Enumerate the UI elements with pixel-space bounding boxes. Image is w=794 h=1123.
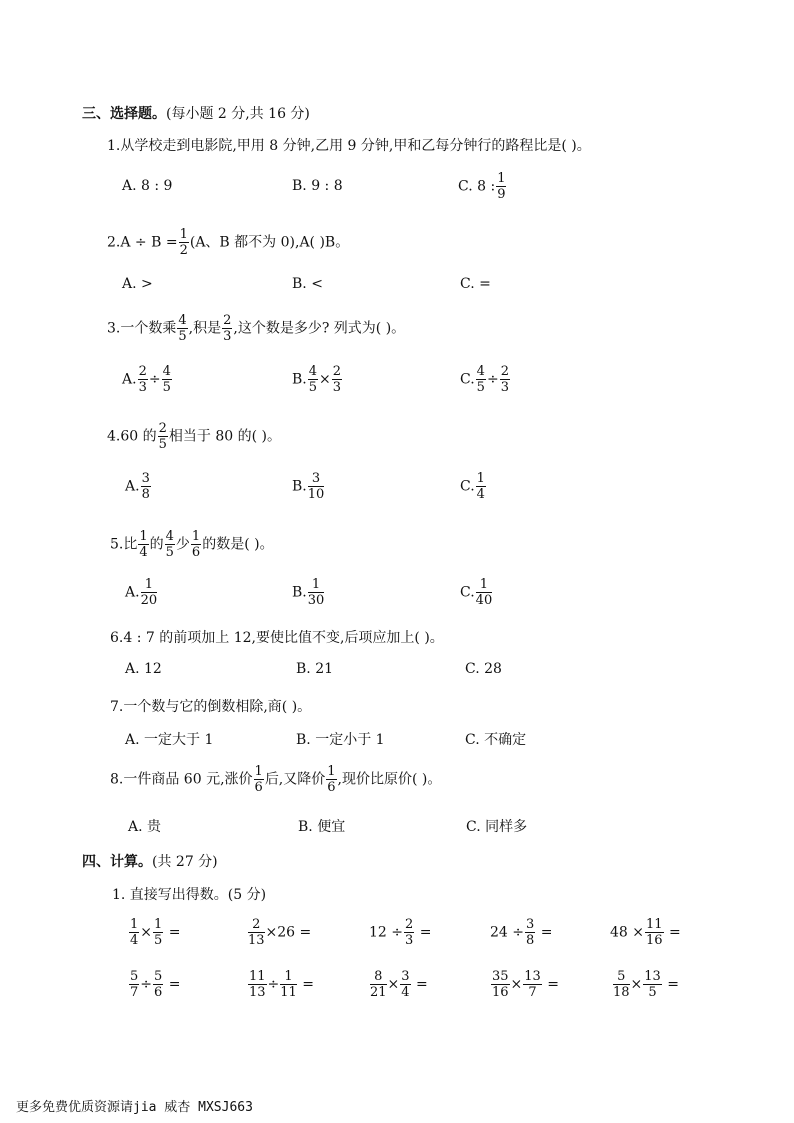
calc-item: [612, 970, 679, 999]
text-part: 少: [175, 536, 190, 553]
option-label: B.: [292, 478, 307, 495]
q1-option-b[interactable]: B. 9 : 8: [292, 178, 343, 194]
operator: ÷: [486, 371, 499, 388]
fraction: $\frac{1}{40}$: [475, 577, 493, 608]
text-part: ,现价比原价( )。: [337, 771, 442, 788]
question-text: 一个数与它的倒数相除,商( )。: [123, 699, 312, 715]
calc-item: [369, 970, 428, 999]
calc-item: [247, 970, 314, 999]
q4-option-c[interactable]: [460, 472, 487, 501]
text-part: 的数是( )。: [202, 536, 274, 553]
fraction: $\frac{2}{3}$: [223, 313, 232, 344]
option-label: A.: [125, 478, 140, 495]
operator: ×: [630, 976, 643, 993]
section-4-note: (共 27 分): [152, 854, 218, 870]
question-6: [110, 627, 444, 647]
fraction: $\frac{1}{6}$: [254, 764, 263, 795]
question-8: [110, 765, 441, 794]
equals-sign: =: [168, 924, 181, 941]
q6-option-c[interactable]: C. 28: [465, 661, 502, 677]
calc-item: [247, 918, 311, 947]
option-label: B.: [292, 371, 307, 388]
fraction: $\frac{11}{13}$: [249, 969, 266, 1000]
equals-sign: =: [302, 976, 315, 993]
option-label: C.: [460, 584, 475, 601]
question-number: 2.: [107, 234, 121, 251]
question-number: 1.: [107, 138, 121, 154]
question-1: [107, 135, 591, 155]
question-7: [110, 696, 311, 716]
section-3-note: (每小题 2 分,共 16 分): [166, 106, 310, 122]
operator: ×: [140, 924, 153, 941]
text-part: 比: [123, 536, 138, 553]
fraction: $\frac{2}{13}$: [248, 917, 265, 948]
fraction: $\frac{2}{3}$: [500, 364, 509, 395]
q8-option-b[interactable]: B. 便宜: [298, 819, 346, 835]
fraction: $\frac{1}{9}$: [497, 171, 506, 202]
expression-part: 48 ×: [610, 924, 644, 941]
fraction: $\frac{2}{3}$: [332, 364, 342, 395]
calc-item: [128, 918, 180, 947]
fraction: $\frac{1}{30}$: [307, 577, 325, 608]
q8-option-a[interactable]: A. 贵: [128, 819, 162, 835]
text-part: 60 的: [120, 428, 157, 445]
equals-sign: =: [547, 976, 560, 993]
fraction: $\frac{1}{6}$: [191, 529, 201, 560]
question-text: 4 : 7 的前项加上 12,要使比值不变,后项应加上( )。: [123, 630, 444, 646]
question-4: [107, 422, 281, 451]
footer-watermark-text: 更多免费优质资源请jia 威杏 MXSJ663: [16, 1100, 253, 1115]
equals-sign: =: [419, 924, 432, 941]
fraction: $\frac{2}{5}$: [158, 421, 167, 452]
equals-sign: =: [416, 976, 428, 993]
fraction: $\frac{3}{8}$: [526, 917, 535, 948]
fraction: $\frac{5}{7}$: [130, 969, 139, 1000]
q1-option-a[interactable]: A. 8 : 9: [122, 178, 173, 194]
q2-option-a[interactable]: A. >: [122, 276, 153, 292]
q6-option-a[interactable]: A. 12: [125, 661, 162, 677]
question-number: 5.: [110, 536, 124, 553]
text-part: ,积是: [188, 320, 222, 337]
expression-part: A ÷ B =: [120, 234, 178, 251]
section-4-subheading: 1. 直接写出得数。(5 分): [112, 887, 267, 903]
question-number: 3.: [107, 320, 121, 337]
text-part: 的: [149, 536, 164, 553]
fraction: $\frac{1}{5}$: [154, 917, 163, 948]
question-text: 从学校走到电影院,甲用 8 分钟,乙用 9 分钟,甲和乙每分钟行的路程比是( )。: [120, 138, 591, 154]
fraction: $\frac{35}{16}$: [492, 969, 509, 1000]
section-4-title: 四、计算。: [82, 854, 152, 870]
equals-sign: =: [540, 924, 553, 941]
question-number: 8.: [110, 771, 124, 788]
fraction: $\frac{13}{5}$: [644, 969, 661, 1000]
q1-option-c[interactable]: [458, 172, 507, 201]
fraction: $\frac{4}{5}$: [162, 364, 171, 395]
section-3-title: 三、选择题。: [82, 106, 166, 122]
calc-item: [369, 918, 431, 947]
fraction: $\frac{2}{3}$: [138, 364, 147, 395]
fraction: $\frac{3}{8}$: [141, 471, 150, 502]
expression-part: 12 ÷: [369, 924, 403, 941]
question-2: [107, 228, 349, 257]
fraction: $\frac{5}{18}$: [613, 969, 630, 1000]
operator: ÷: [140, 976, 153, 993]
fraction: $\frac{1}{20}$: [140, 577, 158, 608]
fraction: $\frac{4}{5}$: [308, 364, 318, 395]
q5-option-a[interactable]: [125, 578, 158, 607]
q4-option-a[interactable]: [125, 472, 152, 501]
calc-item: [128, 970, 180, 999]
question-number: 6.: [110, 630, 124, 646]
operator: ×: [319, 371, 331, 388]
fraction: $\frac{4}{5}$: [476, 364, 485, 395]
text-part: ,这个数是多少? 列式为( )。: [233, 320, 406, 337]
fraction: $\frac{3}{10}$: [307, 471, 325, 502]
fraction: $\frac{1}{4}$: [130, 917, 139, 948]
option-label: C.: [460, 478, 475, 495]
q5-option-c[interactable]: [460, 578, 493, 607]
option-label: A.: [122, 371, 137, 388]
operator: ×: [387, 976, 400, 993]
q6-option-b[interactable]: B. 21: [296, 661, 334, 677]
equals-sign: =: [168, 976, 181, 993]
text-part: 一件商品 60 元,涨价: [123, 771, 253, 788]
option-label: C.: [460, 371, 475, 388]
fraction: $\frac{13}{7}$: [524, 969, 541, 1000]
text-part: 相当于 80 的( )。: [168, 428, 281, 445]
fraction: $\frac{5}{6}$: [154, 969, 163, 1000]
operator: ×26: [265, 924, 296, 941]
q7-option-a[interactable]: A. 一定大于 1: [125, 732, 214, 748]
fraction: $\frac{8}{21}$: [370, 969, 387, 1000]
text-part: 后,又降价: [264, 771, 326, 788]
operator: ÷: [267, 976, 280, 993]
fraction: $\frac{3}{4}$: [401, 969, 410, 1000]
calc-item: [490, 918, 552, 947]
expression-part: (A、B 都不为 0),A( )B。: [189, 234, 350, 251]
q5-option-b[interactable]: [292, 578, 325, 607]
option-label: B.: [292, 584, 307, 601]
text-part: 一个数乘: [120, 320, 177, 337]
q7-option-b[interactable]: B. 一定小于 1: [296, 732, 385, 748]
fraction: $\frac{1}{2}$: [179, 227, 188, 258]
section-4-heading: [82, 851, 218, 871]
expression-part: 24 ÷: [490, 924, 524, 941]
option-label: C. 8 :: [458, 178, 496, 195]
operator: ÷: [148, 371, 161, 388]
q7-option-c[interactable]: C. 不确定: [465, 732, 527, 748]
question-number: 4.: [107, 428, 121, 445]
q2-option-b[interactable]: B. <: [292, 276, 323, 292]
fraction: $\frac{1}{11}$: [280, 969, 297, 1000]
equals-sign: =: [669, 924, 681, 941]
fraction: $\frac{4}{5}$: [178, 313, 187, 344]
option-label: A.: [125, 584, 140, 601]
q8-option-c[interactable]: C. 同样多: [466, 819, 528, 835]
q3-option-b[interactable]: [292, 365, 343, 394]
section-3-heading: [82, 103, 310, 123]
fraction: $\frac{4}{5}$: [165, 529, 174, 560]
operator: ×: [510, 976, 523, 993]
q4-option-b[interactable]: [292, 472, 325, 501]
calc-item: [610, 918, 681, 947]
fraction: $\frac{1}{4}$: [476, 471, 485, 502]
q3-option-a[interactable]: [122, 365, 173, 394]
equals-sign: =: [299, 924, 312, 941]
question-5: [110, 530, 274, 559]
fraction: $\frac{1}{6}$: [327, 764, 336, 795]
question-number: 7.: [110, 699, 124, 715]
calc-item: [490, 970, 559, 999]
q3-option-c[interactable]: [460, 365, 511, 394]
equals-sign: =: [667, 976, 680, 993]
fraction: $\frac{11}{16}$: [646, 917, 663, 948]
q2-option-c[interactable]: C. =: [460, 276, 491, 292]
fraction: $\frac{1}{4}$: [139, 529, 148, 560]
fraction: $\frac{2}{3}$: [405, 917, 414, 948]
question-3: [107, 314, 405, 343]
